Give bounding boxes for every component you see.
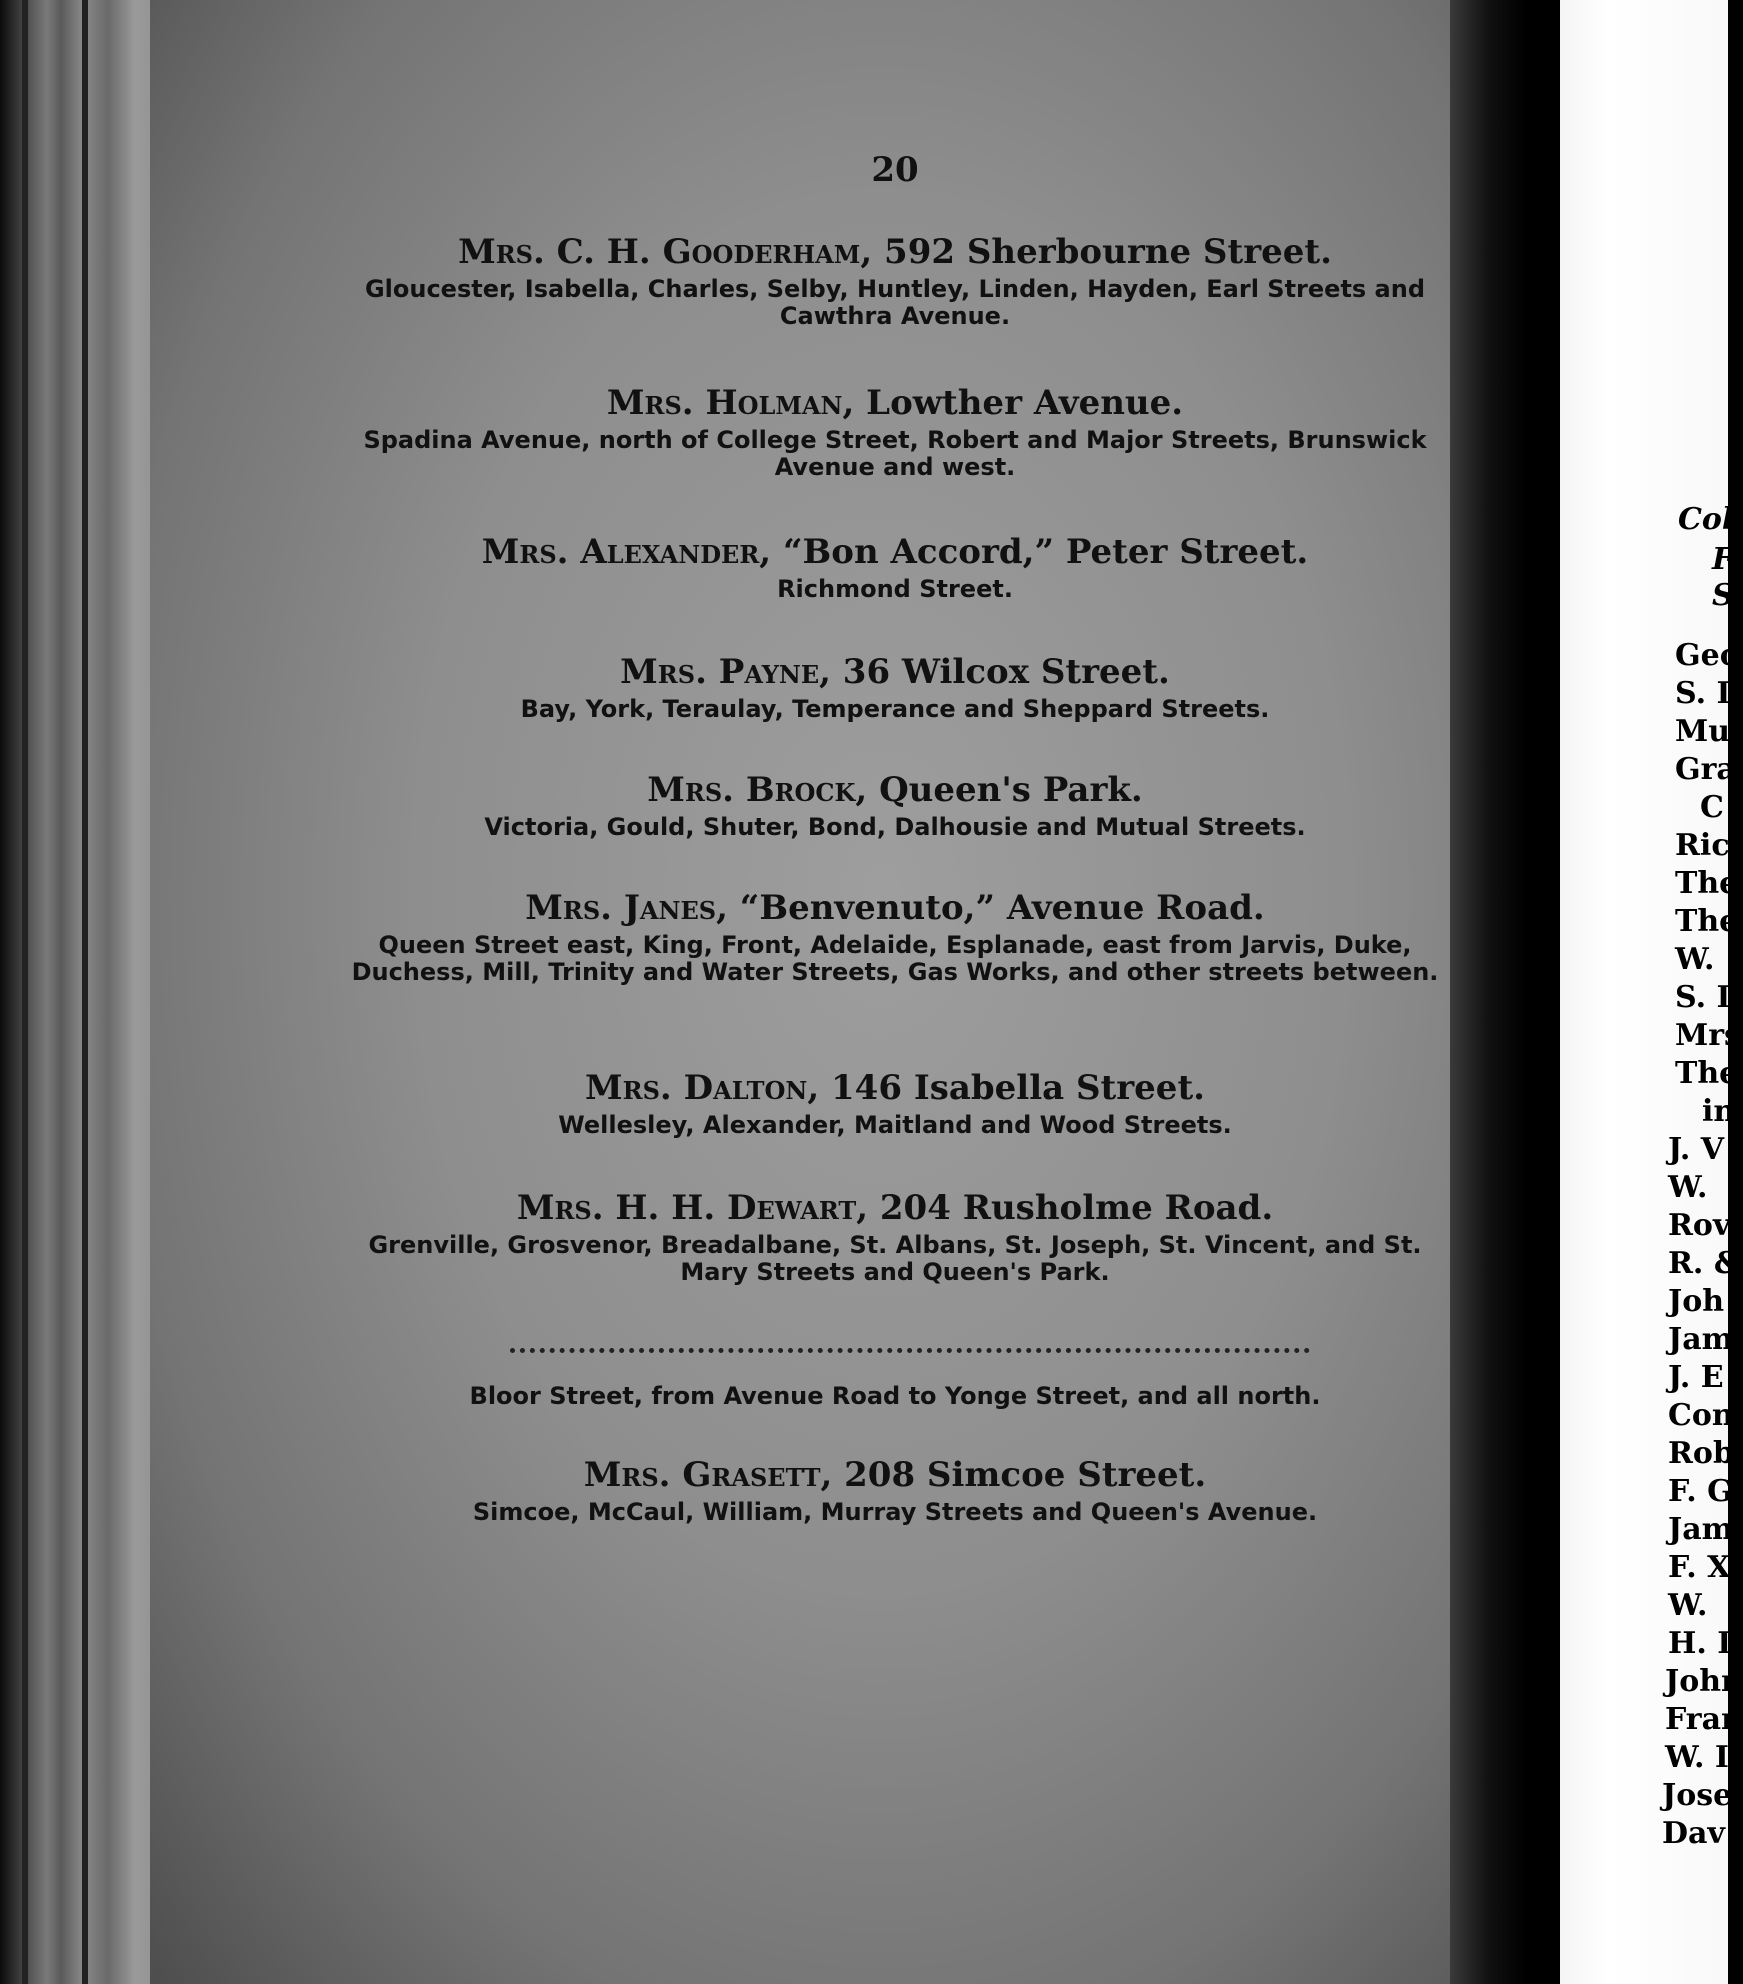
entry-address: , 592 Sherbourne Street. (860, 232, 1332, 272)
right-page-fragment: Con (1668, 1398, 1734, 1433)
entry-address: , 204 Rusholme Road. (856, 1188, 1274, 1228)
entry-address: , 208 Simcoe Street. (820, 1455, 1207, 1495)
right-page-fragment: W. (1675, 942, 1715, 977)
entry-streets: Gloucester, Isabella, Charles, Selby, Huntley, Linden, Hayden, Earl Streets and Cawthra Avenue. (364, 275, 1426, 330)
entry-title: Mrs. (458, 232, 545, 272)
entry-heading (340, 532, 1450, 572)
book-binding (1450, 0, 1560, 1984)
entry-streets: Wellesley, Alexander, Maitland and Wood Streets. (558, 1111, 1232, 1139)
right-page-fragment: in (1702, 1094, 1736, 1129)
entry-brock (340, 770, 1450, 841)
separator-note: Bloor Street, from Avenue Road to Yonge Street, and all north. (469, 1382, 1321, 1410)
entry-heading (340, 1188, 1450, 1228)
entry-gooderham (340, 232, 1450, 330)
entry-streets: Queen Street east, King, Front, Adelaide, Esplanade, east from Jarvis, Duke, Duchess, Mill, Trinity and Water Streets, Gas Works, and other streets between. (351, 931, 1439, 986)
entry-surname: Holman (705, 383, 843, 423)
entry-heading (340, 232, 1450, 272)
entry-streets: Simcoe, McCaul, William, Murray Streets and Queen's Avenue. (472, 1498, 1318, 1526)
right-page-fragment: Mrs (1675, 1018, 1741, 1053)
entry-dewart (340, 1188, 1450, 1286)
page-edge-line (22, 0, 28, 1984)
entry-streets: Richmond Street. (777, 575, 1013, 603)
entry-holman (340, 383, 1450, 481)
entry-title: Mrs. (525, 888, 612, 928)
entry-address: , “Benvenuto,” Avenue Road. (716, 888, 1265, 928)
right-page-fragment: Fran (1665, 1702, 1743, 1737)
entry-heading (340, 383, 1450, 423)
entry-alexander (340, 532, 1450, 603)
right-page-fragment: Geo (1675, 638, 1740, 673)
entry-surname: Dalton (683, 1068, 808, 1108)
right-page-fragment: Ric (1675, 828, 1730, 863)
entry-surname: Janes (623, 888, 717, 928)
entry-surname: Payne (718, 652, 820, 692)
right-page-fragment: S. I (1675, 676, 1731, 711)
page-edge-line (82, 0, 88, 1984)
right-page-fragment: C (1700, 790, 1724, 825)
right-page-fragment: S. I (1675, 980, 1731, 1015)
entry-surname: C. H. Gooderham (556, 232, 861, 272)
right-page-fragment: John (1665, 1664, 1743, 1699)
entry-title: Mrs. (647, 770, 734, 810)
entry-address: , Lowther Avenue. (842, 383, 1184, 423)
entry-address: , 36 Wilcox Street. (819, 652, 1170, 692)
right-page-fragment: R. & (1668, 1246, 1741, 1281)
right-page-fragment: S (1712, 578, 1734, 613)
entry-title: Mrs. (620, 652, 707, 692)
right-page-fragment: Gra (1675, 752, 1736, 787)
right-page-fragment: F (1712, 542, 1734, 577)
right-page-fragment: Jose (1662, 1778, 1733, 1813)
entry-grasett (340, 1455, 1450, 1526)
right-page-fragment: J. V (1668, 1132, 1725, 1167)
entry-title: Mrs. (583, 1455, 671, 1495)
entry-heading (340, 888, 1450, 928)
right-page-fragment: F. X (1668, 1550, 1731, 1585)
entry-address: , Queen's Park. (855, 770, 1143, 810)
entry-surname: Brock (745, 770, 856, 810)
right-page-fragment: Rob (1668, 1436, 1734, 1471)
right-page-fragment: Col (1678, 502, 1734, 537)
right-page-fragment: Jam (1668, 1322, 1734, 1357)
entry-streets: Victoria, Gould, Shuter, Bond, Dalhousie and Mutual Streets. (484, 813, 1306, 841)
right-page-fragment: Jam (1668, 1512, 1734, 1547)
entry-streets: Grenville, Grosvenor, Breadalbane, St. Albans, St. Joseph, St. Vincent, and St. Mary Streets and Queen's Park. (368, 1231, 1422, 1286)
entry-address: , “Bon Accord,” Peter Street. (759, 532, 1309, 572)
right-page-fragment: The (1675, 904, 1739, 939)
right-page-fragment: Dav (1662, 1816, 1725, 1851)
entry-dalton (340, 1068, 1450, 1139)
entry-title: Mrs. (516, 1188, 604, 1228)
entry-title: Mrs. (481, 532, 569, 572)
right-page-fragment: W. I (1665, 1740, 1729, 1775)
entry-heading (340, 1068, 1450, 1108)
entry-surname: Grasett (682, 1455, 821, 1495)
right-page-fragment: Mu (1675, 714, 1731, 749)
entry-title: Mrs. (585, 1068, 672, 1108)
right-page-fragment: The (1675, 1056, 1739, 1091)
page-number: 20 (871, 150, 919, 190)
entry-streets: Spadina Avenue, north of College Street, Robert and Major Streets, Brunswick Avenue and west. (363, 426, 1427, 481)
right-page-fragment: J. E (1668, 1360, 1724, 1395)
right-page-fragment: H. I (1668, 1626, 1732, 1661)
entry-heading (340, 770, 1450, 810)
entry-address: , 146 Isabella Street. (807, 1068, 1205, 1108)
entry-streets: Bay, York, Teraulay, Temperance and Sheppard Streets. (520, 695, 1270, 723)
entry-title: Mrs. (606, 383, 694, 423)
dotted-separator (510, 1348, 1310, 1353)
entry-janes (340, 888, 1450, 986)
right-page-fragment: Joh (1668, 1284, 1725, 1319)
right-page-fragment: W. (1668, 1170, 1708, 1205)
entry-heading (340, 652, 1450, 692)
entry-heading (340, 1455, 1450, 1495)
entry-payne (340, 652, 1450, 723)
entry-surname: Alexander (580, 532, 760, 572)
right-page-fragment: Rov (1668, 1208, 1731, 1243)
entry-surname: H. H. Dewart (615, 1188, 857, 1228)
right-page-fragment: The (1675, 866, 1739, 901)
right-page-fragment: W. (1668, 1588, 1708, 1623)
right-page-fragment: F. G (1668, 1474, 1733, 1509)
